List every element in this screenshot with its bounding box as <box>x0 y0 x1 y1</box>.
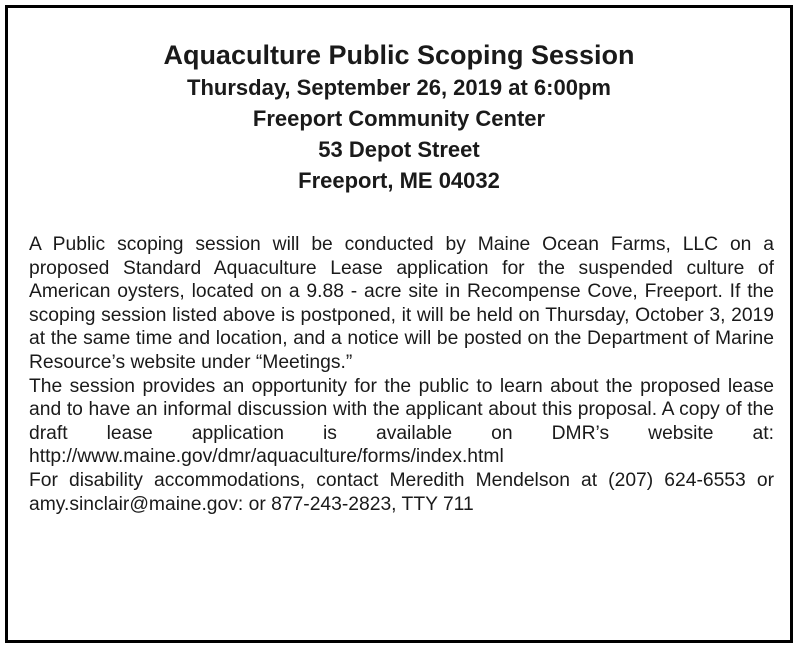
paragraph-accommodations: For disability accommodations, contact Meredith Mendelson at (207) 624-6553 or amy.sinclair@maine.gov: or 877-243-2823, TTY 711 <box>29 469 774 515</box>
venue-name: Freeport Community Center <box>252 106 546 131</box>
event-date-time: Thursday, September 26, 2019 at 6:00pm <box>187 75 611 100</box>
paragraph-scoping-details: A Public scoping session will be conducted by Maine Ocean Farms, LLC on a proposed Standard Aquaculture Lease application for the suspended culture of American oysters, located on a 9.88 - acre site in Recompense Cove, Freeport. If the scoping session listed above is postponed, it will be held on Thursday, October 3, 2019 at the same time and location, and a notice will be posted on the Department of Marine Resource’s website under “Meetings.” <box>29 234 774 373</box>
venue-street: 53 Depot Street <box>318 137 480 162</box>
notice-title: Aquaculture Public Scoping Session <box>163 40 635 70</box>
notice-body <box>29 233 774 516</box>
venue-city: Freeport, ME 04032 <box>298 168 500 193</box>
notice-heading <box>8 38 790 196</box>
notice-frame <box>5 5 793 643</box>
paragraph-session-purpose: The session provides an opportunity for the public to learn about the proposed lease and to have an informal discussion with the applicant about this proposal. A copy of the draft lease application is available on DMR’s website at: http://www.maine.gov/dmr/aquaculture/forms/index.html <box>29 375 774 468</box>
